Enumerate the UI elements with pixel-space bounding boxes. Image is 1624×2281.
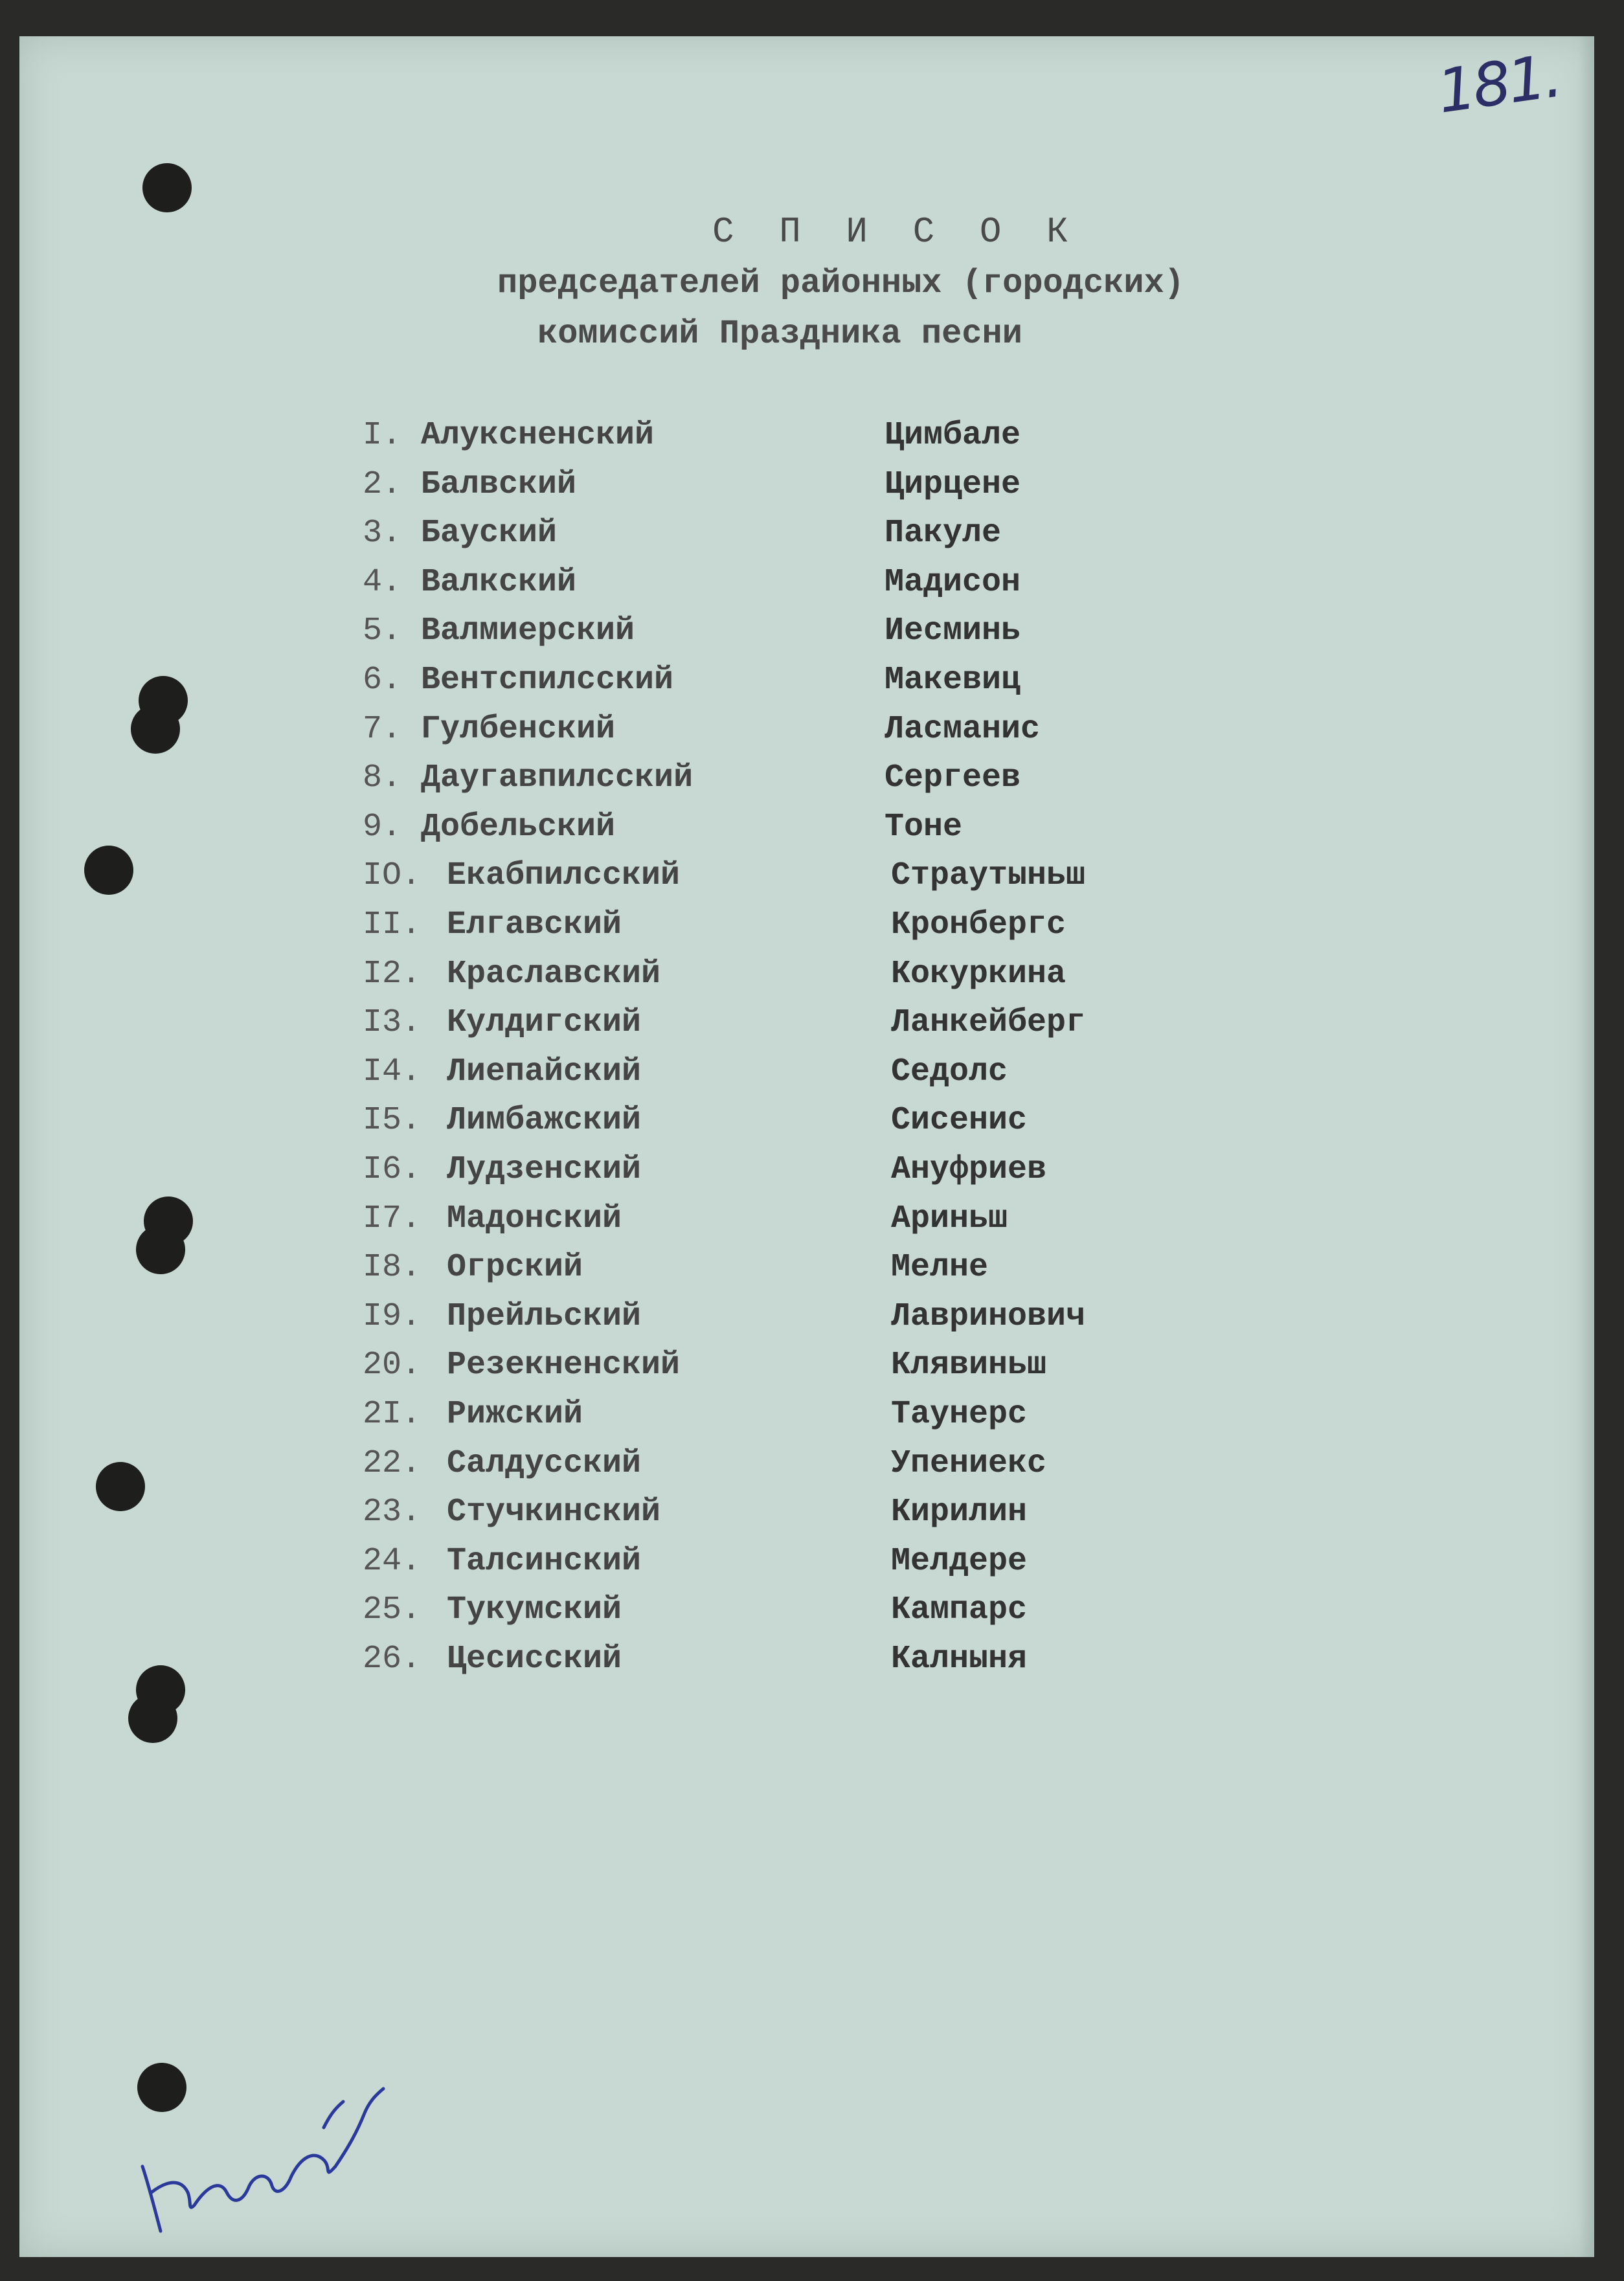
list-item (19, 857, 1594, 896)
document-title: С П И С О К (712, 211, 1080, 253)
district-name: Огрский (447, 1249, 583, 1287)
list-item (19, 1004, 1594, 1043)
list-item (19, 1396, 1594, 1435)
chairmen-list (19, 36, 1594, 2257)
list-item (19, 515, 1594, 554)
list-item-number: I5. (363, 1102, 422, 1140)
punch-hole (142, 163, 192, 212)
district-name: Лимбажский (447, 1102, 642, 1140)
list-item-number: 7. (363, 710, 402, 748)
district-name: Прейльский (447, 1298, 642, 1335)
district-name: Валмиерский (421, 612, 635, 650)
list-item-number: 6. (363, 662, 402, 699)
list-item-number: 23. (363, 1494, 422, 1531)
list-item (19, 1494, 1594, 1533)
list-item-number: 24. (363, 1542, 422, 1580)
chairman-surname: Лавринович (891, 1298, 1086, 1335)
list-item (19, 809, 1594, 848)
list-item (19, 1053, 1594, 1092)
district-name: Тукумский (447, 1591, 622, 1629)
punch-hole (84, 846, 133, 895)
list-item-number: 2. (363, 466, 402, 503)
list-item (19, 1347, 1594, 1386)
list-item (19, 662, 1594, 701)
chairman-surname: Ласманис (885, 710, 1041, 748)
list-item-number: I7. (363, 1200, 422, 1237)
chairman-surname: Ануфриев (891, 1151, 1047, 1188)
list-item-number: 20. (363, 1347, 422, 1384)
chairman-surname: Пакуле (885, 515, 1002, 552)
district-name: Екабпилсский (447, 857, 681, 895)
district-name: Бауский (421, 515, 558, 552)
list-item (19, 1151, 1594, 1190)
chairman-surname: Сисенис (891, 1102, 1028, 1140)
chairman-surname: Кокуркина (891, 955, 1066, 993)
archive-page-number: 181. (1433, 41, 1564, 127)
chairman-surname: Сергеев (885, 759, 1021, 797)
list-item-number: I4. (363, 1053, 422, 1090)
list-item (19, 906, 1594, 945)
list-item (19, 417, 1594, 456)
list-item (19, 1298, 1594, 1337)
district-name: Даугавпилсский (421, 759, 694, 797)
district-name: Мадонский (447, 1200, 622, 1237)
list-item-number: 26. (363, 1641, 422, 1678)
document-subtitle-line-1: председателей районных (городских) (497, 264, 1184, 302)
document-page (19, 36, 1594, 2257)
list-item-number: IO. (363, 857, 422, 895)
chairman-surname: Седолс (891, 1053, 1008, 1090)
list-item-number: I6. (363, 1151, 422, 1188)
chairman-surname: Цимбале (885, 417, 1021, 454)
list-item (19, 564, 1594, 603)
list-item-number: 9. (363, 808, 402, 846)
list-item (19, 956, 1594, 994)
chairman-surname: Цирцене (885, 466, 1021, 503)
chairman-surname: Иесминь (885, 612, 1021, 650)
chairman-surname: Страутыньш (891, 857, 1086, 895)
chairman-surname: Ариньш (891, 1200, 1008, 1237)
list-item (19, 1249, 1594, 1288)
district-name: Резекненский (447, 1347, 681, 1384)
chairman-surname: Макевиц (885, 662, 1021, 699)
list-item-number: I2. (363, 955, 422, 993)
district-name: Вентспилсский (421, 662, 674, 699)
district-name: Талсинский (447, 1542, 642, 1580)
list-item-number: 22. (363, 1444, 422, 1482)
list-item-number: I3. (363, 1004, 422, 1042)
list-item-number: 2I. (363, 1396, 422, 1433)
list-item (19, 1200, 1594, 1239)
list-item-number: 8. (363, 759, 402, 797)
chairman-surname: Кампарс (891, 1591, 1028, 1629)
list-item (19, 612, 1594, 651)
list-item (19, 711, 1594, 750)
chairman-surname: Мадисон (885, 563, 1021, 601)
chairman-surname: Ланкейберг (891, 1004, 1086, 1042)
chairman-surname: Таунерс (891, 1396, 1028, 1433)
chairman-surname: Упениекс (891, 1444, 1047, 1482)
list-item (19, 1102, 1594, 1141)
chairman-surname: Кирилин (891, 1494, 1028, 1531)
district-name: Кулдигский (447, 1004, 642, 1042)
chairman-surname: Мелдере (891, 1542, 1028, 1580)
district-name: Салдусский (447, 1444, 642, 1482)
punch-hole (144, 1197, 193, 1246)
punch-hole (136, 1665, 185, 1714)
chairman-surname: Калныня (891, 1641, 1028, 1678)
list-item-number: II. (363, 906, 422, 943)
list-item-number: I. (363, 417, 402, 454)
district-name: Елгавский (447, 906, 622, 943)
district-name: Рижский (447, 1396, 583, 1433)
list-item (19, 1543, 1594, 1582)
list-item (19, 1641, 1594, 1680)
punch-hole (137, 2063, 186, 2112)
handwritten-signature (130, 2017, 401, 2238)
list-item (19, 1591, 1594, 1630)
list-item-number: 4. (363, 563, 402, 601)
chairman-surname: Мелне (891, 1249, 989, 1287)
district-name: Лудзенский (447, 1151, 642, 1188)
list-item-number: 5. (363, 612, 402, 650)
list-item-number: 3. (363, 515, 402, 552)
district-name: Краславский (447, 955, 661, 993)
chairman-surname: Клявиньш (891, 1347, 1047, 1384)
district-name: Лиепайский (447, 1053, 642, 1090)
punch-hole (139, 676, 188, 725)
list-item (19, 759, 1594, 798)
chairman-surname: Кронбергс (891, 906, 1066, 943)
district-name: Гулбенский (421, 710, 616, 748)
district-name: Валкский (421, 563, 577, 601)
list-item-number: 25. (363, 1591, 422, 1629)
list-item-number: I8. (363, 1249, 422, 1287)
district-name: Балвский (421, 466, 577, 503)
punch-hole (96, 1462, 145, 1511)
district-name: Добельский (421, 808, 616, 846)
district-name: Цесисский (447, 1641, 622, 1678)
list-item (19, 466, 1594, 505)
district-name: Алуксненский (421, 417, 655, 454)
list-item-number: I9. (363, 1298, 422, 1335)
district-name: Стучкинский (447, 1494, 661, 1531)
chairman-surname: Тоне (885, 808, 963, 846)
document-subtitle-line-2: комиссий Праздника песни (537, 315, 1022, 353)
list-item (19, 1445, 1594, 1484)
